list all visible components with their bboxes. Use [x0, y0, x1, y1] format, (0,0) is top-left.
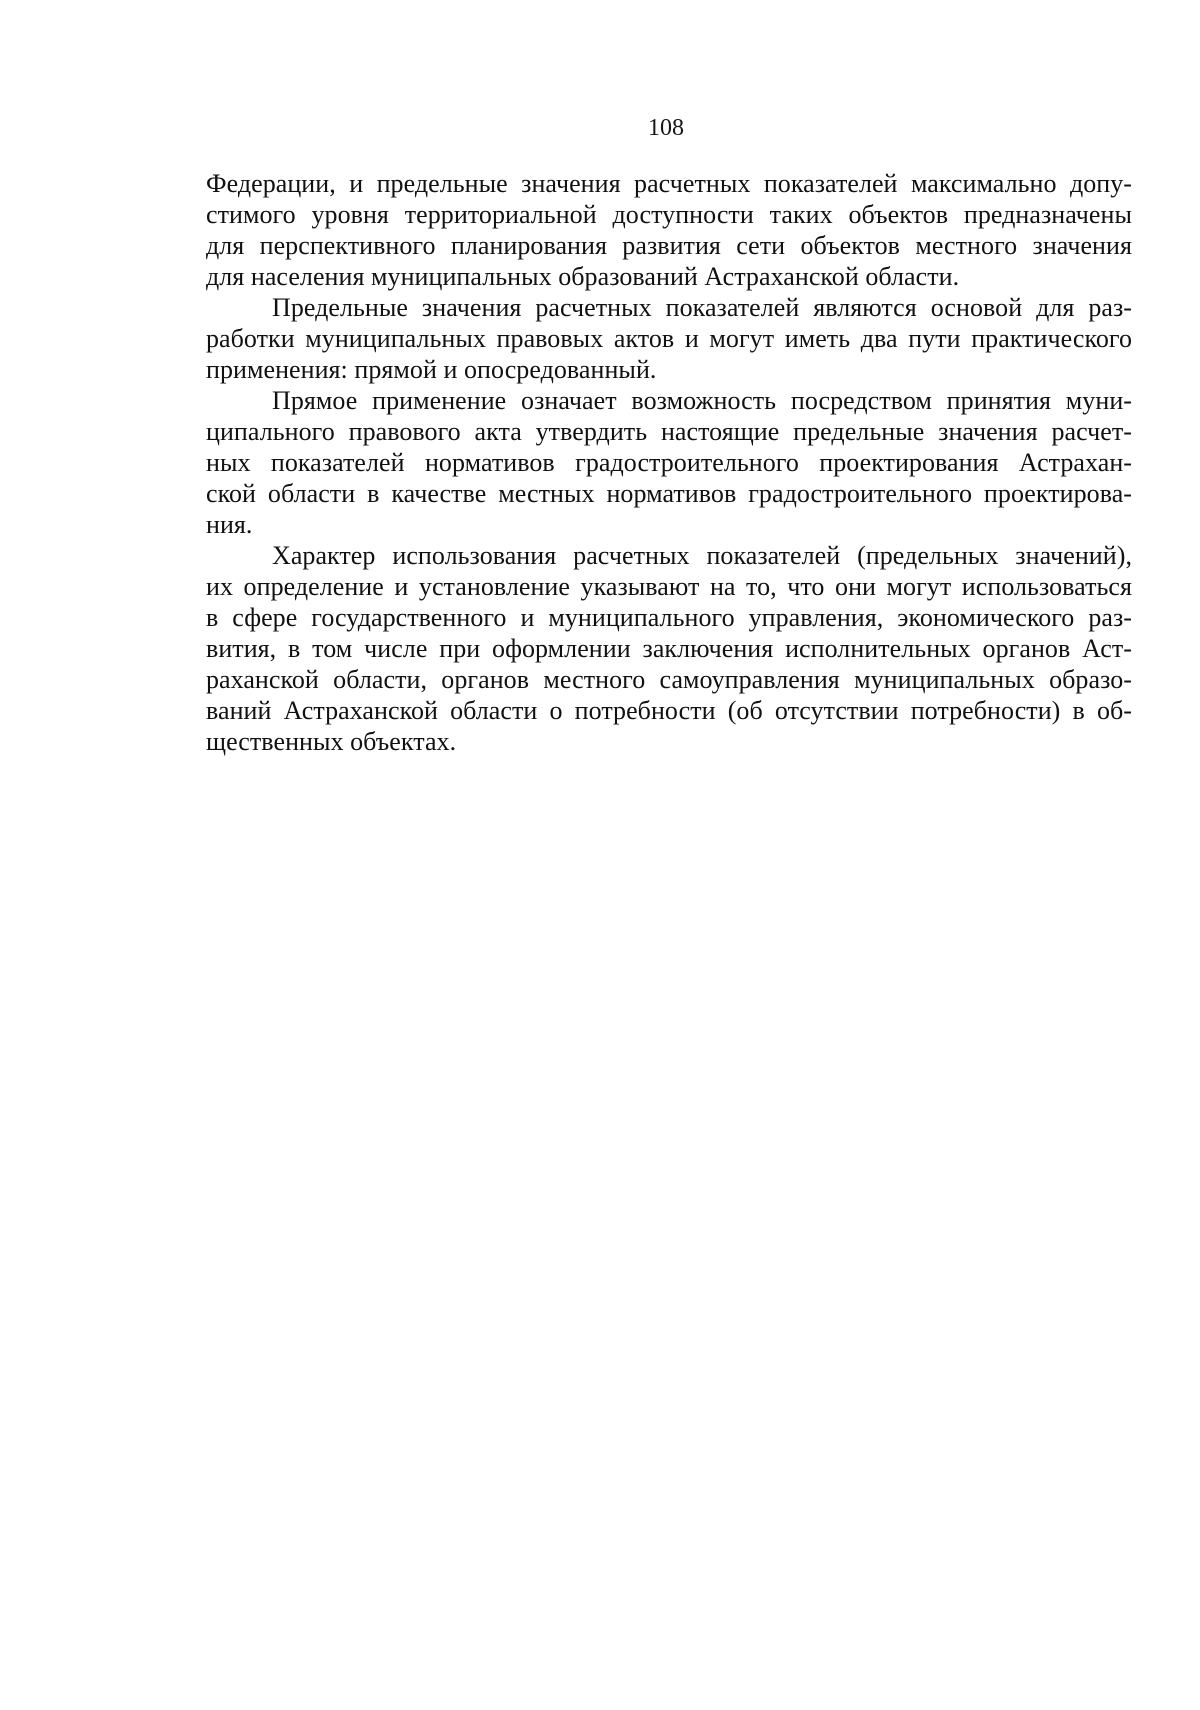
text-line: для населения муниципальных образований Астраханской области. — [206, 262, 960, 291]
text-line: их определение и установление указывают на то, что они могут использоваться — [206, 572, 1132, 601]
paragraph-3 — [206, 385, 1132, 540]
text-line: работки муниципальных правовых актов и могут иметь два пути практического — [206, 324, 1132, 353]
text-line: ваний Астраханской области о потребности (об отсутствии потребности) в об- — [206, 696, 1132, 725]
text-line: щественных объектах. — [206, 727, 457, 756]
text-line: вития, в том числе при оформлении заключения исполнительных органов Аст- — [206, 634, 1132, 663]
paragraph-2 — [206, 292, 1132, 385]
paragraph-1 — [206, 168, 1132, 292]
text-line: Характер использования расчетных показателей (предельных значений), — [272, 541, 1132, 570]
text-line: Прямое применение означает возможность посредством принятия муни- — [272, 386, 1132, 415]
text-line: для перспективного планирования развития сети объектов местного значения — [206, 231, 1132, 260]
text-line: ния. — [206, 510, 253, 539]
text-line: Федерации, и предельные значения расчетных показателей максимально допу- — [206, 169, 1132, 198]
text-line: раханской области, органов местного самоуправления муниципальных образо- — [206, 665, 1132, 694]
text-line: ской области в качестве местных нормативов градостроительного проектирова- — [206, 479, 1132, 508]
text-line: Предельные значения расчетных показателей являются основой для раз- — [272, 293, 1132, 322]
text-line: в сфере государственного и муниципального управления, экономического раз- — [206, 603, 1132, 632]
page-number: 108 — [648, 115, 684, 141]
text-line: ных показателей нормативов градостроительного проектирования Астрахан- — [206, 448, 1132, 477]
document-body — [206, 168, 1132, 757]
text-line: ципального правового акта утвердить настоящие предельные значения расчет- — [206, 417, 1132, 446]
text-line: применения: прямой и опосредованный. — [206, 355, 657, 384]
text-line: стимого уровня территориальной доступности таких объектов предназначены — [206, 200, 1132, 229]
paragraph-4 — [206, 540, 1132, 757]
